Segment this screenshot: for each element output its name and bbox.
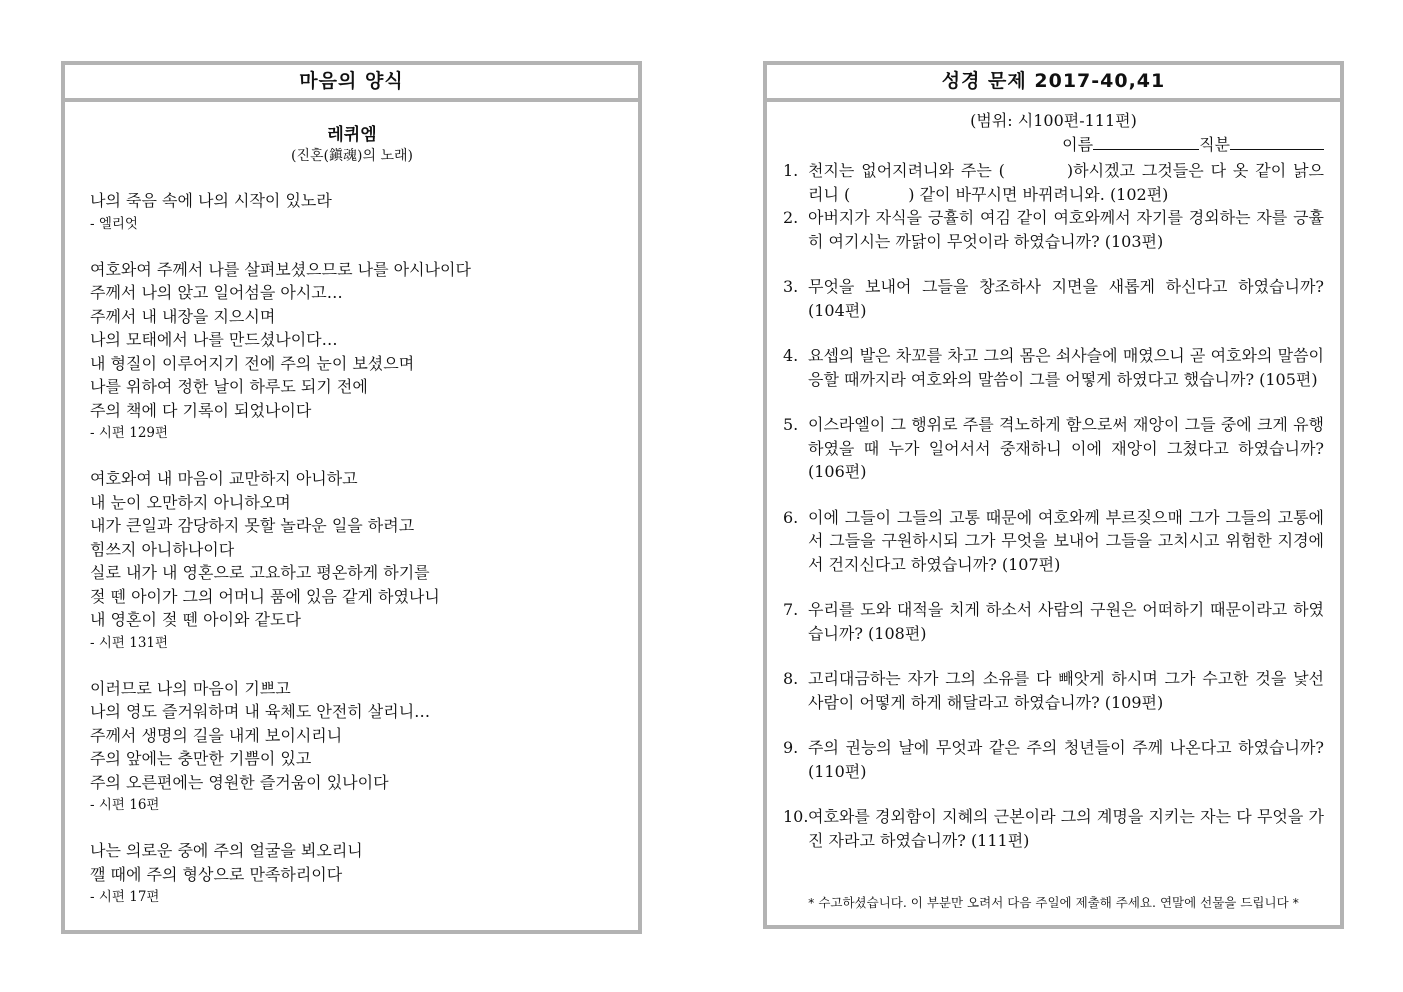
question-number: 3. — [783, 277, 799, 296]
poem-line: 주의 책에 다 기록이 되었나이다 — [90, 400, 312, 420]
question-item — [783, 736, 1324, 783]
stanza — [90, 189, 614, 236]
question-number: 1. — [783, 161, 799, 180]
question-item — [783, 805, 1324, 852]
quiz-scope: (범위: 시100편-111편) — [970, 111, 1137, 130]
poem-line: 나의 영도 즐거워하며 내 육체도 안전히 살리니… — [90, 702, 431, 721]
poem-line: 내 형질이 이루어지기 전에 주의 눈이 보셨으며 — [90, 353, 415, 373]
role-label: 직분 — [1199, 135, 1230, 154]
stanza — [90, 258, 614, 446]
poem-title: 레퀴엠 — [327, 125, 377, 145]
poem-line: 나를 위하여 정한 날이 하루도 되기 전에 — [90, 377, 368, 396]
poem-line: 주의 오른편에는 영원한 즐거움이 있나이다 — [90, 772, 389, 792]
stanza — [90, 467, 614, 655]
verse-source: - 시편 16편 — [90, 797, 160, 813]
panel-title: 성경 문제 2017-40,41 — [767, 65, 1340, 102]
stanza — [90, 677, 614, 818]
quiz-panel — [763, 61, 1344, 929]
question-number: 6. — [783, 507, 799, 527]
question-text: 주의 권능의 날에 무엇과 같은 주의 청년들이 주께 나온다고 하였습니까? (110편) — [808, 738, 1324, 781]
poem-line: 이러므로 나의 마음이 기쁘고 — [90, 678, 291, 698]
poem-line: 여호와여 주께서 나를 살펴보셨으므로 나를 아시나이다 — [90, 259, 471, 279]
question-number: 4. — [783, 346, 799, 365]
question-text: )하시겠고 그것들은 다 옷 같이 낡으리니 ( — [808, 161, 1324, 204]
quiz-body — [767, 102, 1340, 852]
poem-line: 깰 때에 주의 형상으로 만족하리이다 — [90, 864, 343, 884]
stanza — [90, 839, 614, 909]
question-text: 무엇을 보내어 그들을 창조하사 지면을 새롭게 하신다고 하였습니까? (104편) — [808, 277, 1324, 320]
name-blank[interactable] — [1093, 132, 1199, 150]
poem-subtitle: (진혼(鎭魂)의 노래) — [291, 148, 413, 164]
question-item — [783, 206, 1324, 253]
verse-source: - 시편 129편 — [90, 425, 169, 441]
poem-line: 실로 내가 내 영혼으로 고요하고 평온하게 하기를 — [90, 563, 430, 582]
question-text: 여호와를 경외함이 지혜의 근본이라 그의 계명을 지키는 자는 다 무엇을 가진 자라고 하였습니까? (111편) — [808, 807, 1324, 850]
question-text: 아버지가 자식을 긍휼히 여김 같이 여호와께서 자기를 경외하는 자를 긍휼히 여기시는 까닭이 무엇이라 하였습니까? (103편) — [808, 208, 1324, 251]
poem-line: 힘쓰지 아니하나이다 — [90, 539, 235, 559]
question-item — [783, 413, 1324, 484]
question-text: 요셉의 발은 차꼬를 차고 그의 몸은 쇠사슬에 매였으니 곧 여호와의 말씀이 응할 때까지라 여호와의 말씀이 그를 어떻게 하였다고 했습니까? (105편) — [808, 346, 1324, 389]
question-item — [783, 667, 1324, 714]
verse-source: - 시편 17편 — [90, 889, 160, 905]
poem-line: 나의 모태에서 나를 만드셨나이다… — [90, 330, 338, 349]
question-item — [783, 275, 1324, 322]
name-row — [783, 132, 1324, 156]
poem-line: 내가 큰일과 감당하지 못할 놀라운 일을 하려고 — [90, 516, 415, 535]
panel-title: 마음의 양식 — [65, 65, 638, 102]
poem-line: 내 눈이 오만하지 아니하오며 — [90, 492, 291, 512]
verse-source: - 엘리엇 — [90, 215, 138, 232]
poem-line: 내 영혼이 젖 뗀 아이와 같도다 — [90, 610, 301, 629]
question-number: 10. — [783, 807, 809, 826]
question-text: 이에 그들이 그들의 고통 때문에 여호와께 부르짖으매 그가 그들의 고통에서 그들을 구원하시되 그가 무엇을 보내어 그들을 고치시고 위험한 지경에서 건지신다고 하였습니까? (107편) — [808, 507, 1324, 574]
poem-line: 주께서 생명의 길을 내게 보이시리니 — [90, 725, 343, 745]
poem-line: 주의 앞에는 충만한 기쁨이 있고 — [90, 749, 312, 768]
devotional-panel — [61, 61, 642, 934]
verse-source: - 시편 131편 — [90, 634, 169, 651]
question-text: 우리를 도와 대적을 치게 하소서 사람의 구원은 어떠하기 때문이라고 하였습니까? (108편) — [808, 600, 1324, 643]
question-text: 고리대금하는 자가 그의 소유를 다 빼앗게 하시며 그가 수고한 것을 낯선 사람이 어떻게 하게 해달라고 하였습니까? (109편) — [808, 669, 1324, 712]
role-blank[interactable] — [1230, 132, 1324, 150]
poem-line: 주께서 나의 앉고 일어섬을 아시고… — [90, 283, 343, 302]
poem-body — [65, 102, 638, 909]
question-text: ) 같이 바꾸시면 바뀌려니와. (102편) — [908, 184, 1169, 204]
poem-line: 주께서 내 내장을 지으시며 — [90, 306, 276, 326]
question-item — [783, 344, 1324, 391]
question-number: 7. — [783, 600, 799, 619]
question-item — [783, 159, 1324, 206]
question-number: 2. — [783, 208, 799, 227]
submission-note: * 수고하셨습니다. 이 부분만 오려서 다음 주일에 제출해 주세요. 연말에 선물을 드립니다 * — [808, 895, 1299, 910]
name-label: 이름 — [1062, 135, 1094, 154]
question-number: 5. — [783, 415, 799, 434]
question-number: 8. — [783, 669, 799, 688]
question-item — [783, 598, 1324, 645]
question-number: 9. — [783, 738, 799, 757]
question-text: 이스라엘이 그 행위로 주를 격노하게 함으로써 재앙이 그들 중에 크게 유행하였을 때 누가 일어서서 중재하니 이에 재앙이 그쳤다고 하였습니까? (106편) — [808, 415, 1324, 481]
question-item — [783, 506, 1324, 577]
poem-line: 여호와여 내 마음이 교만하지 아니하고 — [90, 469, 358, 488]
question-text: 천지는 없어지려니와 주는 ( — [808, 161, 1005, 180]
poem-line: 나의 죽음 속에 나의 시작이 있노라 — [90, 191, 332, 210]
poem-line: 젖 뗀 아이가 그의 어머니 품에 있음 같게 하였나니 — [90, 586, 440, 606]
poem-line: 나는 의로운 중에 주의 얼굴을 뵈오리니 — [90, 841, 363, 860]
